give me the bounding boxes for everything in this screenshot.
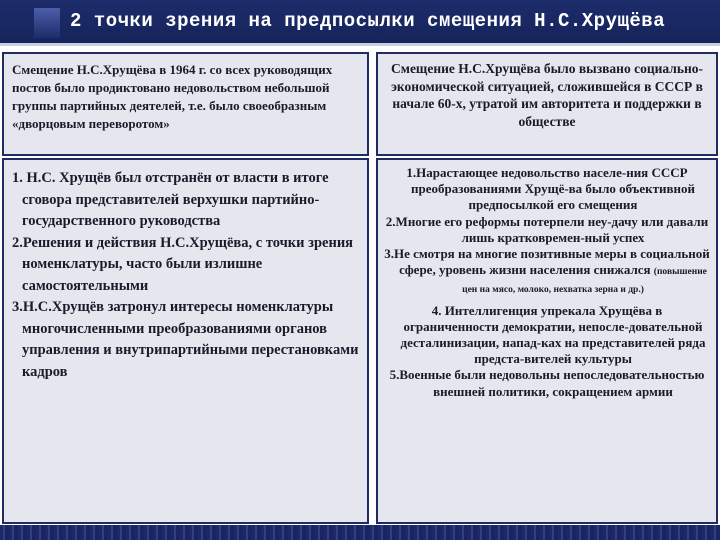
left-item-2: 2.Решения и действия Н.С.Хрущёва, с точки зрения номенклатуры, часто были излишне самостоятельными <box>12 234 354 294</box>
title-bar <box>0 0 720 46</box>
right-item-3-note: (повышение цен на мясо, молоко, нехватка зерна и др.) <box>462 267 707 296</box>
right-item-5: 5.Военные были недовольны непоследовательностью внешней политики, сокращением армии <box>389 367 705 399</box>
left-viewpoint-header <box>2 52 369 156</box>
right-viewpoint-list <box>376 158 718 524</box>
right-item-3 <box>378 246 710 299</box>
left-viewpoint-list <box>2 158 369 524</box>
left-item-3: 3.Н.С.Хрущёв затронул интересы номенклатуры многочисленными преобразованиями органов управления и внутрипартийными перестановками кадров <box>12 299 359 380</box>
page-title: 2 точки зрения на предпосылки смещения Н.С.Хрущёва <box>70 10 666 32</box>
bottom-decor-strip <box>0 525 720 540</box>
right-item-3-text: 3.Не смотря на многие позитивные меры в социальной сфере, уровень жизни населения снижался <box>384 246 710 278</box>
right-header-text: Смещение Н.С.Хрущёва было вызвано социально-экономической ситуацией, сложившейся в СССР в начале 60-х, утратой им авторитета и поддержки в обществе <box>391 61 703 129</box>
right-item-1: 1.Нарастающее недовольство населе-ния СССР преобразованиями Хрущё-ва было объективной предпосылкой его смещения <box>406 165 696 213</box>
right-viewpoint-header <box>376 52 718 156</box>
right-item-2: 2.Многие его реформы потерпели неу-дачу или давали лишь кратковремен-ный успех <box>385 213 709 245</box>
right-item-4: 4. Интеллигенция упрекала Хрущёва в ограниченности демократии, непосле-довательной десталинизации, напад-ках на представителей ряда предста-вителей культуры <box>400 302 706 367</box>
left-item-1: 1. Н.С. Хрущёв был отстранён от власти в итоге сговора представителей верхушки партийно-государственного руководства <box>12 170 329 229</box>
left-header-text: Смещение Н.С.Хрущёва в 1964 г. со всех руководящих постов было продиктовано недовольством небольшой группы партийных деятелей, т.е. было своеобразным «дворцовым переворотом» <box>12 62 333 131</box>
title-accent <box>34 8 60 38</box>
